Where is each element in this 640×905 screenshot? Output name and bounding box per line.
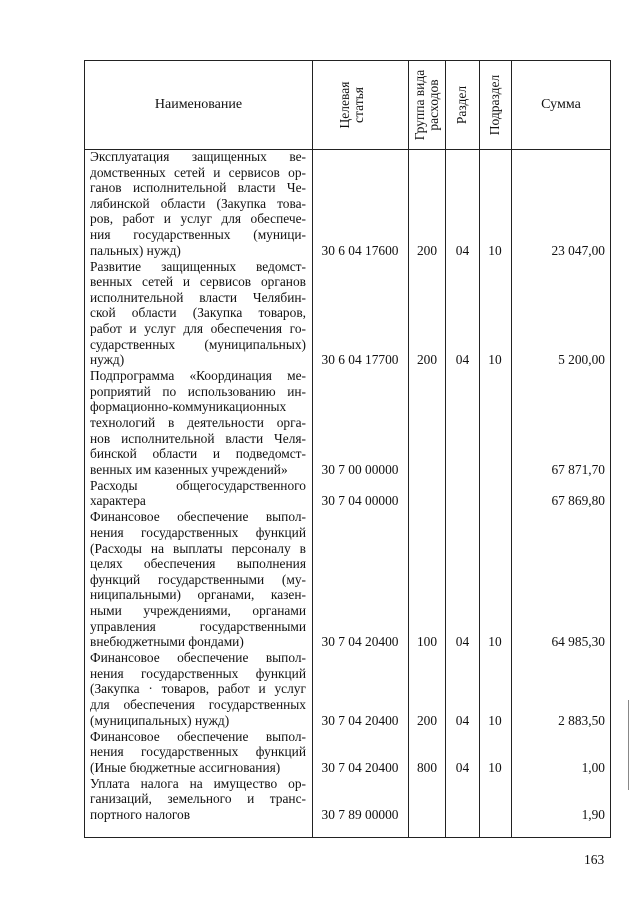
row-name xyxy=(90,776,306,823)
row-name-line: (Иные бюджетные ассигнования) xyxy=(90,759,281,775)
row-subsection: 10 xyxy=(488,352,502,368)
row-name-line: внебюджетными фондами) xyxy=(90,634,244,650)
row-name-line: ской области (Закупка товаров, xyxy=(90,305,306,321)
row-subsection: 10 xyxy=(488,712,502,728)
row-name-line: функций государственными (му- xyxy=(90,571,306,587)
row-name xyxy=(90,368,306,477)
row-name-line: нения государственных функций xyxy=(90,744,306,760)
row-name-line: нения государственных функций xyxy=(90,665,306,681)
row-name-line: исполнительной власти Челябин- xyxy=(90,289,306,305)
row-expense-group: 200 xyxy=(416,242,438,258)
row-name-line: ными учреждениями, органами xyxy=(90,602,306,618)
header-name: Наименование xyxy=(154,97,243,112)
row-target-article: 30 6 04 17600 xyxy=(321,242,399,258)
row-name xyxy=(90,478,306,509)
row-name-line: нов исполнительной власти Челя- xyxy=(90,430,306,446)
row-section: 04 xyxy=(455,759,470,775)
row-name-line: Уплата налога на имущество ор- xyxy=(90,775,306,791)
row-name-line: работ и услуг для обеспечения го- xyxy=(90,320,306,336)
row-name-line: Подпрограмма «Координация ме- xyxy=(90,368,306,384)
row-name-line: ганов исполнительной власти Че- xyxy=(90,180,306,196)
row-name-line: венных сетей и сервисов органов xyxy=(90,274,306,290)
row-target-article: 30 7 04 20400 xyxy=(321,712,399,728)
table-row xyxy=(85,478,610,509)
table-row xyxy=(85,259,610,368)
header-expense-group: Группа вида расходов xyxy=(412,69,441,141)
row-name-line: ния государственных (муници- xyxy=(90,226,306,242)
row-name-line: роприятий по использованию ин- xyxy=(90,383,306,399)
row-amount: 5 200,00 xyxy=(558,352,605,368)
row-name-line: (Расходы на выплаты персоналу в xyxy=(90,540,306,556)
header-section: Раздел xyxy=(454,85,469,125)
table-row xyxy=(85,368,610,477)
table-row xyxy=(85,509,610,649)
row-name-line: Расходы общегосударственного xyxy=(90,477,306,493)
row-expense-group: 200 xyxy=(416,352,438,368)
row-section: 04 xyxy=(455,712,470,728)
row-name-line: технологий в деятельности орга- xyxy=(90,414,306,430)
row-amount: 23 047,00 xyxy=(551,242,605,258)
row-target-article: 30 6 04 17700 xyxy=(321,352,399,368)
row-name-line: (муниципальных) нужд) xyxy=(90,712,230,728)
row-name-line: лябинской области (Закупка това- xyxy=(90,195,306,211)
row-section: 04 xyxy=(455,352,470,368)
row-amount: 64 985,30 xyxy=(551,634,605,650)
row-amount: 1,00 xyxy=(581,759,605,775)
row-expense-group: 800 xyxy=(416,759,438,775)
row-target-article: 30 7 89 00000 xyxy=(321,806,399,822)
row-subsection: 10 xyxy=(488,634,502,650)
table-row xyxy=(85,776,610,823)
row-name-line: ганизаций, земельного и транс- xyxy=(90,791,306,807)
row-name-line: ров, работ и услуг для обеспече- xyxy=(90,211,306,227)
row-amount: 67 869,80 xyxy=(551,493,605,509)
row-expense-group: 200 xyxy=(416,712,438,728)
row-name-line: пальных) нужд) xyxy=(90,242,181,258)
row-name-line: портного налогов xyxy=(90,806,191,822)
row-name-line: венных им казенных учреждений» xyxy=(90,461,288,477)
row-name xyxy=(90,729,306,776)
row-name-line: домственных сетей и сервисов ор- xyxy=(90,164,306,180)
row-name xyxy=(90,650,306,728)
row-name-line: Финансовое обеспечение выпол- xyxy=(90,509,306,525)
row-target-article: 30 7 04 20400 xyxy=(321,759,399,775)
row-name-line: Финансовое обеспечение выпол- xyxy=(90,650,306,666)
row-name-line: (Закупка · товаров, работ и услуг xyxy=(90,681,306,697)
row-name-line: бинской области и подведомст- xyxy=(90,446,306,462)
row-amount: 1,90 xyxy=(581,806,605,822)
header-target-article: Целевая статья xyxy=(337,81,366,129)
header-subsection: Подраздел xyxy=(487,74,502,136)
scan-edge-mark xyxy=(628,700,629,790)
row-name-line: нужд) xyxy=(90,352,125,368)
row-amount: 67 871,70 xyxy=(551,461,605,477)
row-subsection: 10 xyxy=(488,759,502,775)
row-subsection: 10 xyxy=(488,242,502,258)
row-amount: 2 883,50 xyxy=(558,712,605,728)
page-number: 163 xyxy=(584,852,605,867)
row-section: 04 xyxy=(455,634,470,650)
row-target-article: 30 7 04 00000 xyxy=(321,493,399,509)
table-row xyxy=(85,149,610,258)
row-name-line: сударственных (муниципальных) xyxy=(90,336,306,352)
row-name xyxy=(90,149,306,258)
row-name-line: Эксплуатация защищенных ве- xyxy=(90,149,306,164)
header-amount: Сумма xyxy=(541,97,581,112)
row-name xyxy=(90,509,306,649)
row-name-line: характера xyxy=(90,493,146,509)
row-expense-group: 100 xyxy=(416,634,438,650)
row-target-article: 30 7 00 00000 xyxy=(321,461,399,477)
row-name-line: ниципальными) органами, казен- xyxy=(90,587,306,603)
row-name-line: целях обеспечения выполнения xyxy=(90,556,306,572)
budget-table xyxy=(84,60,611,838)
row-name-line: Развитие защищенных ведомст- xyxy=(90,258,306,274)
row-name-line: для обеспечения государственных xyxy=(90,696,306,712)
row-name-line: формационно-коммуникационных xyxy=(90,399,287,415)
row-name-line: нения государственных функций xyxy=(90,524,306,540)
table-row xyxy=(85,729,610,776)
row-name-line: управления государственными xyxy=(90,618,306,634)
row-name-line: Финансовое обеспечение выпол- xyxy=(90,728,306,744)
table-header xyxy=(85,61,610,150)
row-section: 04 xyxy=(455,242,470,258)
table-row xyxy=(85,650,610,728)
row-target-article: 30 7 04 20400 xyxy=(321,634,399,650)
row-name xyxy=(90,259,306,368)
